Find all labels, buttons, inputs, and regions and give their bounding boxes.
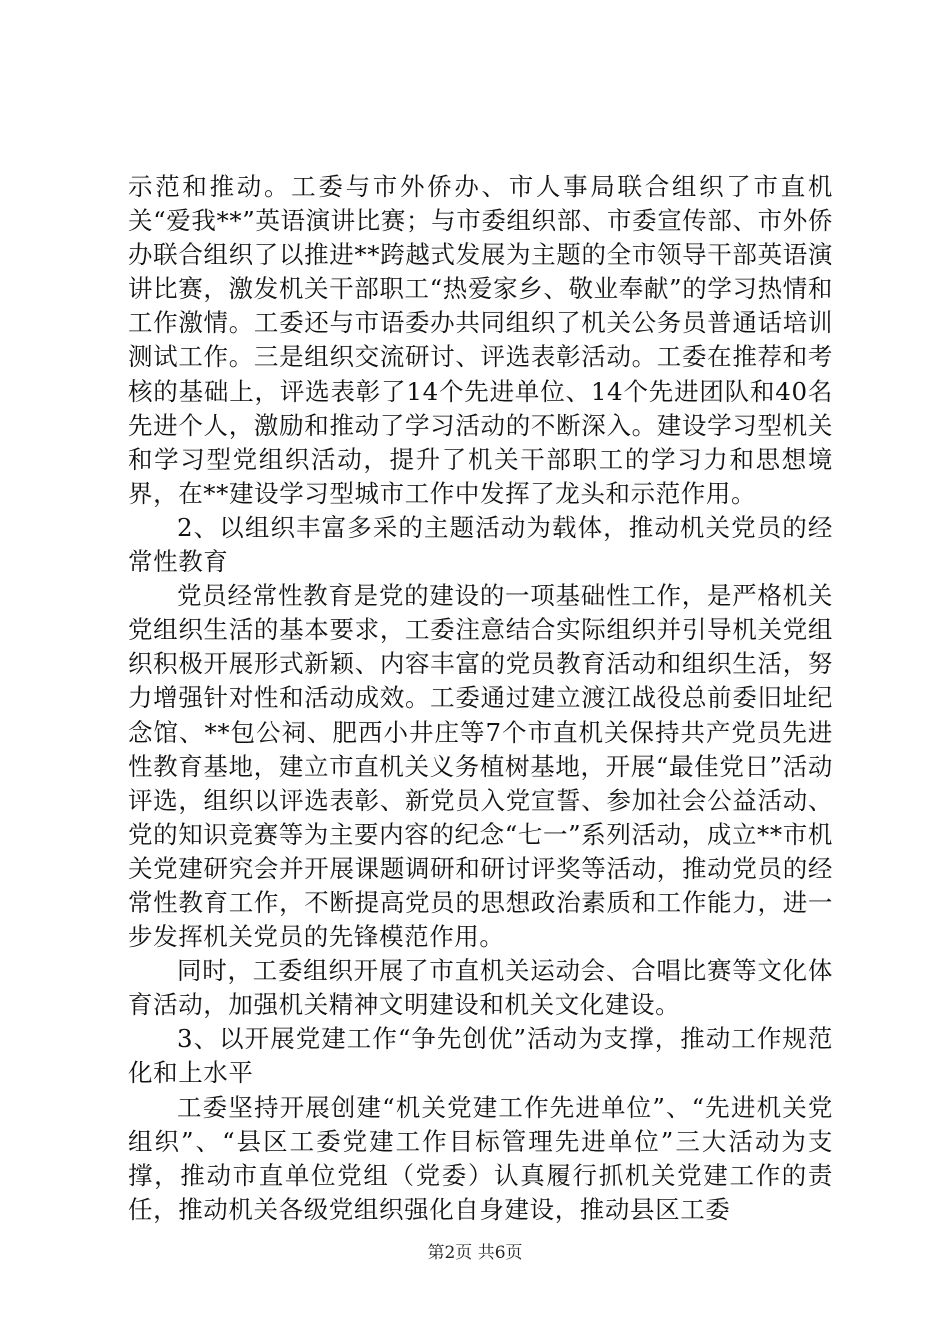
section-heading-2: 2、以组织丰富多采的主题活动为载体，推动机关党员的经常性教育 bbox=[128, 512, 833, 577]
section-heading-3: 3、以开展党建工作“争先创优”活动为支撑，推动工作规范化和上水平 bbox=[128, 1024, 833, 1088]
paragraph-continuation: 示范和推动。工委与市外侨办、市人事局联合组织了市直机关“爱我**”英语演讲比赛；与市委组织部、市委宣传部、市外侨办联合组织了以推进**跨越式发展为主题的全市领导干部英语演讲比赛，激发机关干部职工“热爱家乡、敬业奉献”的学习热情和工作激情。工委还与市语委办共同组织了机关公务员普通话培训测试工作。三是组织交流研讨、评选表彰活动。工委在推荐和考核的基础上，评选表彰了14个先进单位、14个先进团队和40名先进个人，激励和推动了学习活动的不断深入。建设学习型机关和学习型党组织活动，提升了机关干部职工的学习力和思想境界，在**建设学习型城市工作中发挥了龙头和示范作用。 bbox=[128, 172, 833, 508]
document-body bbox=[128, 170, 833, 1227]
paragraph-party-education: 党员经常性教育是党的建设的一项基础性工作，是严格机关党组织生活的基本要求，工委注意结合实际组织并引导机关党组织积极开展形式新颖、内容丰富的党员教育活动和组织生活，努力增强针对性和活动成效。工委通过建立渡江战役总前委旧址纪念馆、**包公祠、肥西小井庄等7个市直机关保持共产党员先进性教育基地，建立市直机关义务植树基地，开展“最佳党日”活动评选，组织以评选表彰、新党员入党宣誓、参加社会公益活动、党的知识竞赛等为主要内容的纪念“七一”系列活动，成立**市机关党建研究会并开展课题调研和研讨评奖等活动，推动党员的经常性教育工作，不断提高党员的思想政治素质和工作能力，进一步发挥机关党员的先锋模范作用。 bbox=[128, 581, 833, 952]
paragraph-culture-sports: 同时，工委组织开展了市直机关运动会、合唱比赛等文化体育活动，加强机关精神文明建设和机关文化建设。 bbox=[128, 956, 833, 1020]
paragraph-three-activities: 工委坚持开展创建“机关党建工作先进单位”、“先进机关党组织”、“县区工委党建工作目标管理先进单位”三大活动为支撑，推动市直单位党组（党委）认真履行抓机关党建工作的责任，推动机关各级党组织强化自身建设，推动县区工委 bbox=[128, 1092, 833, 1224]
page-number-footer: 第2页 共6页 bbox=[427, 1243, 523, 1263]
